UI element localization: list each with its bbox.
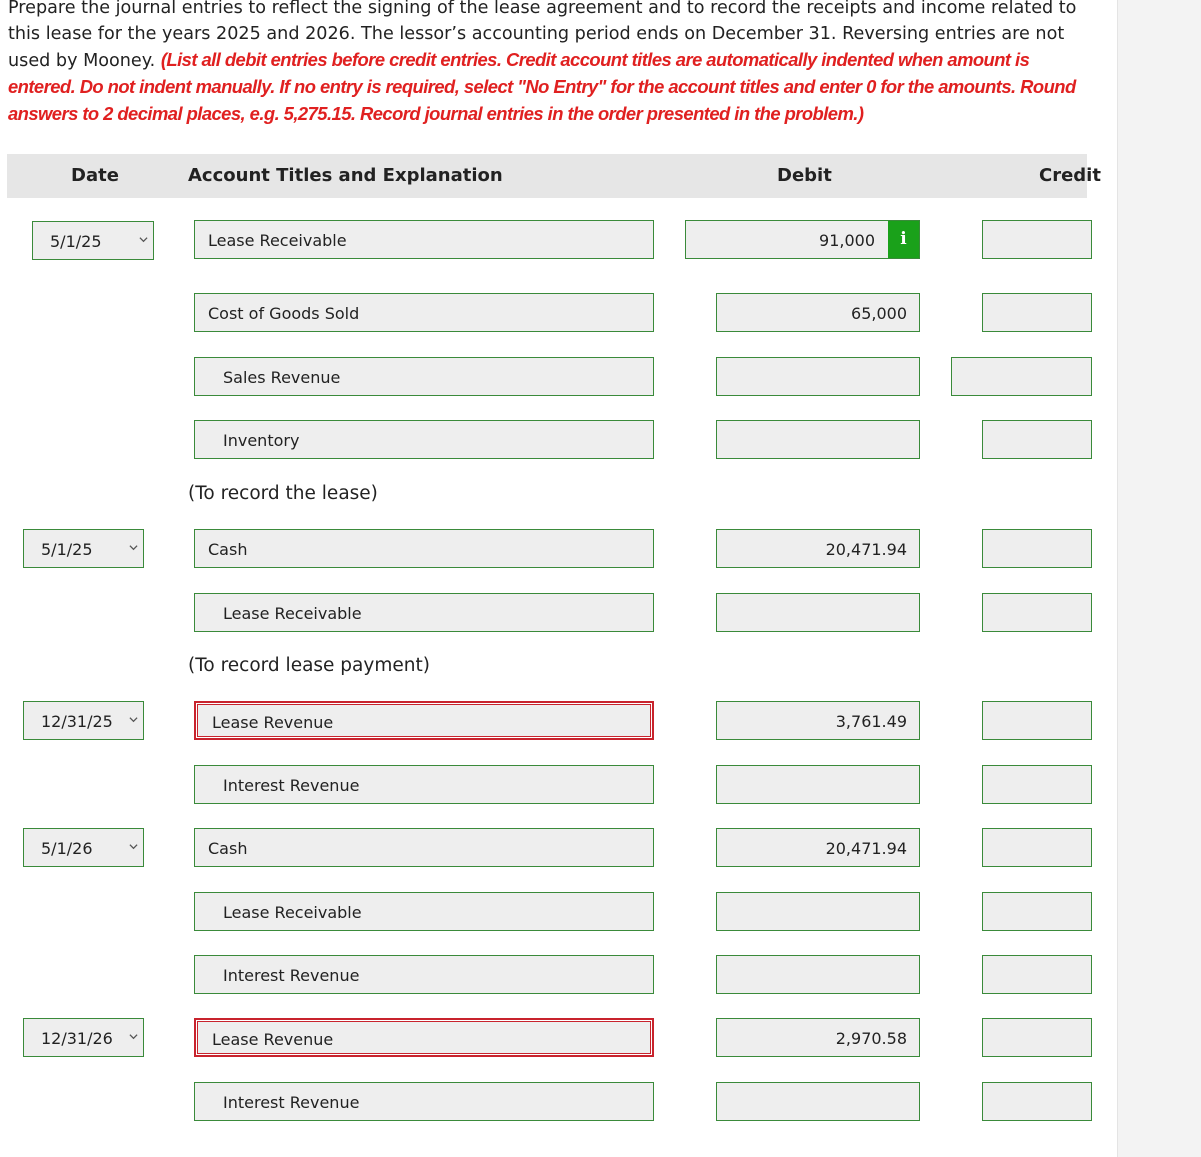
debit-input[interactable]	[685, 220, 920, 259]
account-title-input[interactable]	[194, 701, 654, 740]
date-value: 5/1/26	[41, 839, 93, 858]
chevron-down-icon	[129, 1032, 138, 1041]
info-icon[interactable]: i	[888, 221, 919, 258]
date-select[interactable]	[23, 1018, 144, 1057]
instructions-lead: Prepare the journal entries to reflect the signing of the lease agreement and to record the receipts and income related to this lease for the years 2025 and 2026. The lessor’s accounting period ends on December 31. Reversing entries are not used by Mooney.	[8, 0, 1077, 71]
account-title-value: Interest Revenue	[223, 776, 360, 795]
credit-input[interactable]	[982, 1082, 1092, 1121]
credit-input[interactable]	[982, 765, 1092, 804]
account-title-value: Cash	[208, 839, 248, 858]
account-title-input[interactable]	[194, 420, 654, 459]
account-title-value: Cash	[208, 540, 248, 559]
debit-input[interactable]	[716, 357, 920, 396]
chevron-down-icon	[129, 543, 138, 552]
debit-input[interactable]	[716, 828, 920, 867]
account-title-input[interactable]	[194, 892, 654, 931]
debit-input[interactable]	[716, 293, 920, 332]
debit-value: 65,000	[851, 304, 907, 323]
chevron-down-icon	[139, 235, 148, 244]
credit-input[interactable]	[982, 220, 1092, 259]
debit-input[interactable]	[716, 420, 920, 459]
credit-input[interactable]	[982, 293, 1092, 332]
account-title-value: Lease Revenue	[212, 1030, 334, 1049]
entry-explanation: (To record lease payment)	[188, 655, 430, 676]
account-title-input[interactable]	[194, 357, 654, 396]
date-select[interactable]	[23, 529, 144, 568]
credit-input[interactable]	[982, 828, 1092, 867]
instructions	[8, 0, 1083, 128]
scroll-gutter	[1117, 0, 1201, 1157]
debit-input[interactable]	[716, 593, 920, 632]
header-date: Date	[71, 165, 119, 186]
debit-input[interactable]	[716, 892, 920, 931]
table-header	[7, 154, 1101, 198]
entry-explanation: (To record the lease)	[188, 483, 378, 504]
debit-value: 3,761.49	[835, 712, 907, 731]
account-title-value: Lease Revenue	[212, 713, 334, 732]
account-title-value: Lease Receivable	[208, 231, 347, 250]
date-value: 5/1/25	[41, 540, 93, 559]
debit-input[interactable]	[716, 1082, 920, 1121]
date-select[interactable]	[23, 701, 144, 740]
debit-input[interactable]	[716, 701, 920, 740]
debit-value: 20,471.94	[825, 540, 907, 559]
chevron-down-icon	[129, 842, 138, 851]
debit-input[interactable]	[716, 955, 920, 994]
credit-input[interactable]	[982, 892, 1092, 931]
account-title-input[interactable]	[194, 828, 654, 867]
account-title-value: Lease Receivable	[223, 604, 362, 623]
debit-input[interactable]	[716, 529, 920, 568]
debit-value: 20,471.94	[825, 839, 907, 858]
account-title-input[interactable]	[194, 765, 654, 804]
credit-input[interactable]	[982, 529, 1092, 568]
credit-input[interactable]	[982, 420, 1092, 459]
credit-input[interactable]	[982, 593, 1092, 632]
debit-input[interactable]	[716, 1018, 920, 1057]
debit-input[interactable]	[716, 765, 920, 804]
header-account: Account Titles and Explanation	[188, 165, 503, 186]
date-select[interactable]	[23, 828, 144, 867]
account-title-value: Cost of Goods Sold	[208, 304, 360, 323]
date-select[interactable]	[32, 221, 154, 260]
header-credit: Credit	[1039, 165, 1101, 186]
account-title-value: Lease Receivable	[223, 903, 362, 922]
account-title-input[interactable]	[194, 529, 654, 568]
account-title-value: Interest Revenue	[223, 966, 360, 985]
account-title-input[interactable]	[194, 220, 654, 259]
debit-value: 2,970.58	[835, 1029, 907, 1048]
account-title-value: Inventory	[223, 431, 300, 450]
debit-value: 91,000	[819, 231, 875, 250]
header-debit: Debit	[777, 165, 832, 186]
date-value: 5/1/25	[50, 232, 102, 251]
account-title-value: Interest Revenue	[223, 1093, 360, 1112]
credit-input[interactable]	[982, 955, 1092, 994]
account-title-value: Sales Revenue	[223, 368, 341, 387]
instructions-note: (List all debit entries before credit entries. Credit account titles are automatically indented when amount is entered. Do not indent manually. If no entry is required, select "No Entry" for the account titles and enter 0 for the amounts. Round answers to 2 decimal places, e.g. 5,275.15. Record journal entries in the order presented in the problem.)	[8, 49, 1076, 124]
account-title-input[interactable]	[194, 1018, 654, 1057]
date-value: 12/31/26	[41, 1029, 113, 1048]
account-title-input[interactable]	[194, 593, 654, 632]
credit-input[interactable]	[982, 1018, 1092, 1057]
chevron-down-icon	[129, 715, 138, 724]
credit-input[interactable]	[951, 357, 1092, 396]
credit-input[interactable]	[982, 701, 1092, 740]
account-title-input[interactable]	[194, 955, 654, 994]
account-title-input[interactable]	[194, 1082, 654, 1121]
date-value: 12/31/25	[41, 712, 113, 731]
account-title-input[interactable]	[194, 293, 654, 332]
